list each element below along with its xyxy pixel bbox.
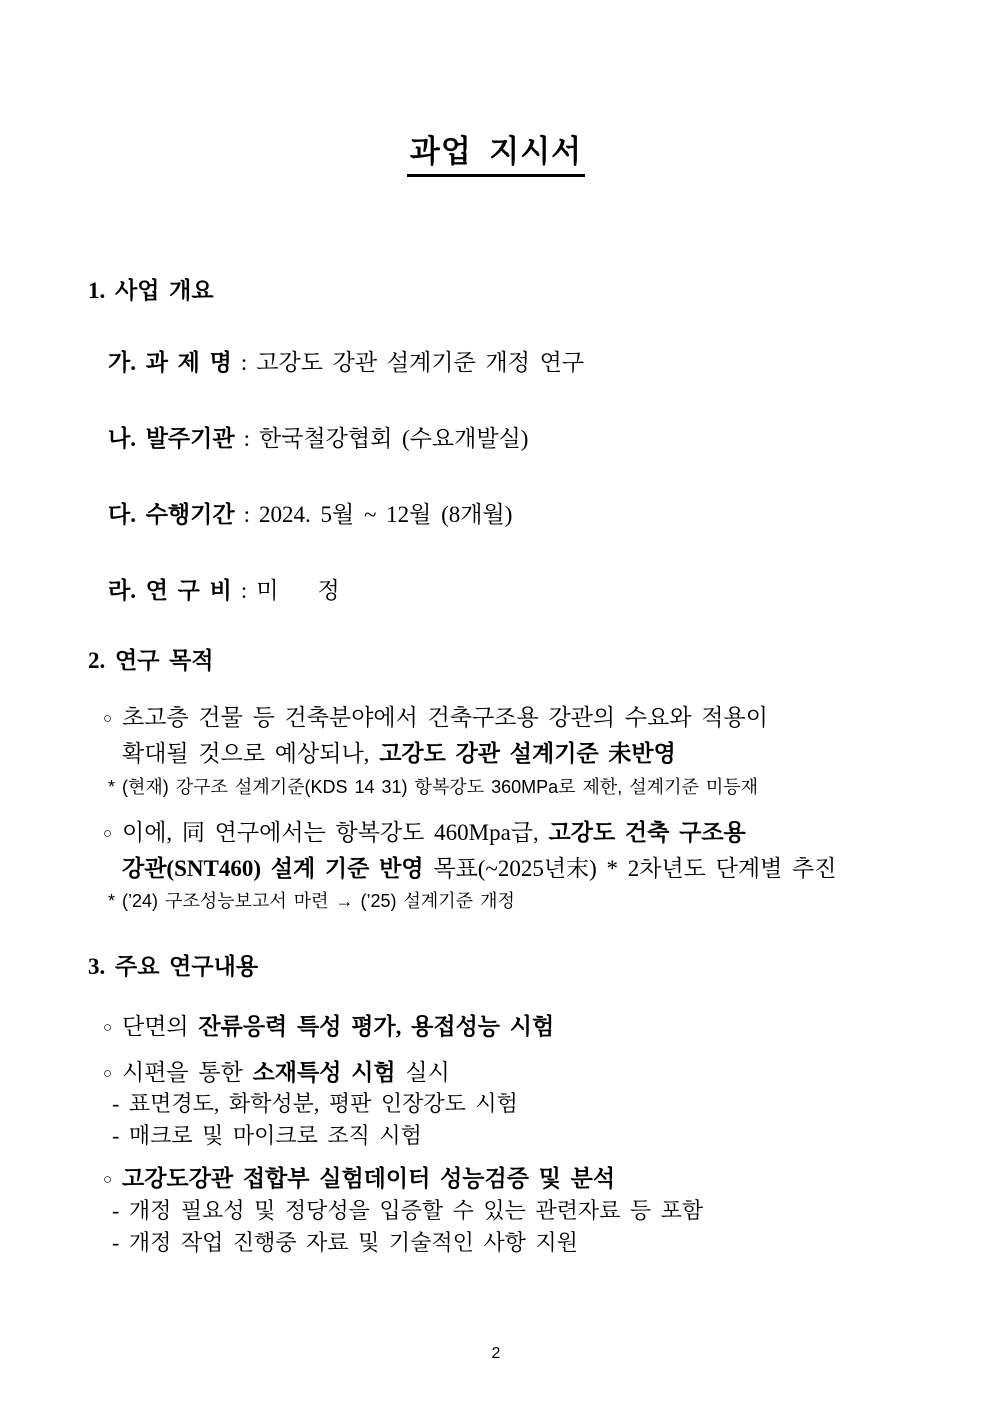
- colon-separator: :: [243, 426, 250, 451]
- section-3-heading: 3. 주요 연구내용: [88, 954, 259, 979]
- colon-separator: :: [240, 350, 248, 375]
- title-row: [0, 126, 992, 177]
- overview-item-label: 라. 연 구 비: [108, 578, 232, 603]
- overview-item-budget: [108, 576, 340, 606]
- bullet-text: 시편을 통한: [122, 1060, 253, 1085]
- bullet-line-continued: [122, 739, 676, 769]
- circle-bullet-icon: ○: [103, 1172, 113, 1188]
- section-2-heading: 2. 연구 목적: [88, 648, 214, 673]
- bullet-text: 확대될 것으로 예상되나,: [122, 741, 380, 766]
- overview-item-label: 나. 발주기관: [108, 426, 235, 451]
- sub-item: - 매크로 및 마이크로 조직 시험: [112, 1123, 422, 1148]
- bullet-line-continued: [122, 854, 836, 884]
- overview-item-value: 고강도 강관 설계기준 개정 연구: [256, 350, 585, 375]
- bullet-text-emphasis: 고강도 강관 설계기준 未반영: [379, 741, 676, 766]
- overview-item-period: [108, 500, 512, 530]
- circle-bullet-icon: ○: [103, 711, 113, 727]
- bullet-text-emphasis: 잔류응력 특성 평가, 용접성능 시험: [198, 1014, 555, 1039]
- overview-item-value: 미 정: [256, 578, 340, 603]
- circle-bullet-icon: ○: [103, 1066, 113, 1082]
- bullet-text-emphasis: 고강도강관 접합부 실험데이터 성능검증 및 분석: [122, 1166, 616, 1191]
- bullet-line: [103, 818, 746, 848]
- sub-item: - 개정 작업 진행중 자료 및 기술적인 사항 지원: [112, 1230, 578, 1255]
- bullet-line: [103, 703, 768, 733]
- bullet-line: [103, 1164, 615, 1194]
- circle-bullet-icon: ○: [103, 826, 113, 842]
- overview-item-value: 2024. 5월 ~ 12월 (8개월): [258, 502, 513, 527]
- page-title: 과업 지시서: [407, 126, 585, 177]
- circle-bullet-icon: ○: [103, 1020, 113, 1036]
- page-number: 2: [491, 1345, 501, 1362]
- sub-item: - 개정 필요성 및 정당성을 입증할 수 있는 관련자료 등 포함: [112, 1198, 704, 1223]
- overview-item-project-name: [108, 348, 584, 378]
- colon-separator: :: [240, 578, 248, 603]
- footnote: * (’24) 구조성능보고서 마련 → (’25) 설계기준 개정: [108, 891, 515, 911]
- bullet-text: 초고층 건물 등 건축분야에서 건축구조용 강관의 수요와 적용이: [122, 705, 768, 730]
- overview-item-ordering-agency: [108, 424, 528, 454]
- overview-item-label: 다. 수행기간: [108, 502, 235, 527]
- bullet-text-emphasis: 강관(SNT460) 설계 기준 반영: [122, 856, 424, 881]
- section-1-heading: 1. 사업 개요: [88, 278, 214, 303]
- bullet-text: 이에, 同 연구에서는 항복강도 460Mpa급,: [122, 820, 549, 845]
- colon-separator: :: [243, 502, 250, 527]
- overview-item-value: 한국철강협회 (수요개발실): [258, 426, 529, 451]
- sub-item: - 표면경도, 화학성분, 평판 인장강도 시험: [112, 1091, 518, 1116]
- bullet-text-emphasis: 고강도 건축 구조용: [548, 820, 746, 845]
- bullet-text: 실시: [395, 1060, 450, 1085]
- bullet-text-emphasis: 소재특성 시험: [252, 1060, 396, 1085]
- overview-item-label: 가. 과 제 명: [108, 350, 232, 375]
- bullet-line: [103, 1012, 554, 1042]
- bullet-text: 목표(~2025년末) * 2차년도 단계별 추진: [423, 856, 837, 881]
- footnote: * (현재) 강구조 설계기준(KDS 14 31) 항복강도 360MPa로 제한, 설계기준 미등재: [108, 777, 759, 797]
- bullet-line: [103, 1058, 450, 1088]
- bullet-text: 단면의: [122, 1014, 199, 1039]
